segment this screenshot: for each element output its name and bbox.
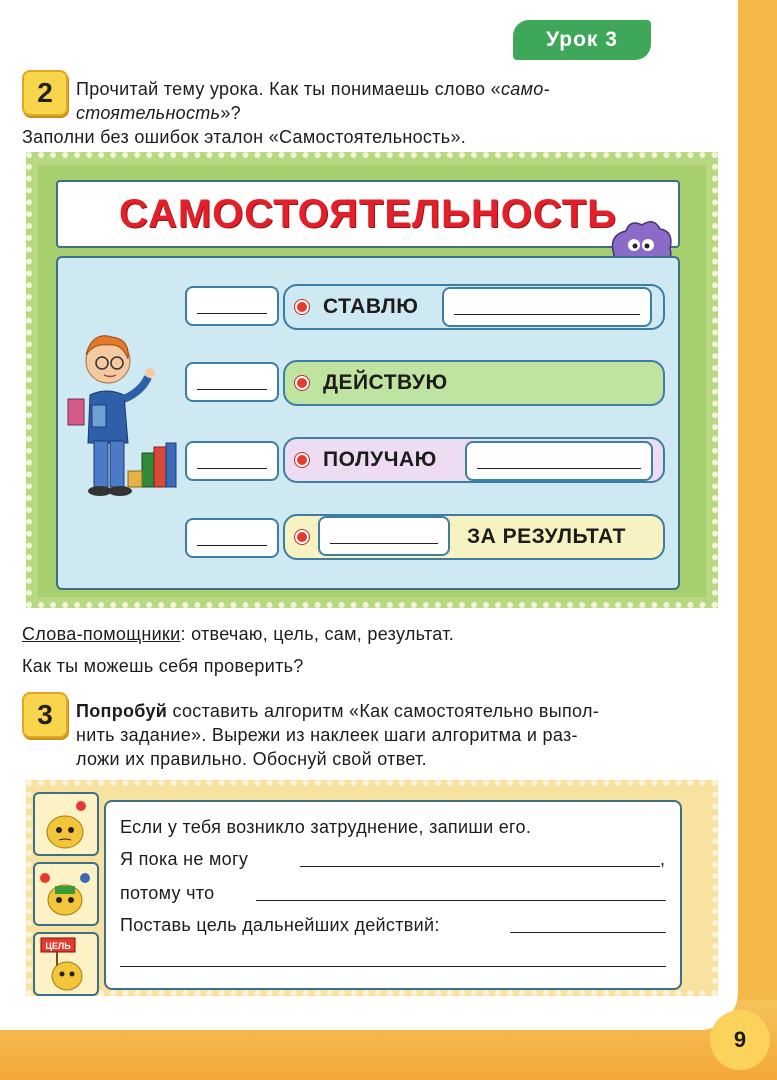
row3-label: ПОЛУЧАЮ — [323, 448, 437, 471]
task2-line2-text: »? — [220, 103, 241, 123]
standard-title-box — [56, 180, 680, 248]
task2-line2-italic: стоятельность — [76, 103, 221, 123]
boy-with-books-illustration — [62, 325, 190, 505]
row1-label: СТАВЛЮ — [323, 295, 419, 318]
task3-line2: нить задание». Вырежи из наклеек шаги алгоритма и раз- — [76, 725, 578, 745]
panel-comma: , — [660, 849, 666, 869]
task2-line1-italic: само- — [500, 79, 550, 99]
sticker-thinking-lemon — [33, 792, 99, 856]
task2-instruction-line3: Заполни без ошибок эталон «Самостоятельность». — [22, 127, 467, 147]
row1-left-blank[interactable] — [185, 286, 279, 326]
task2-line1-text: Прочитай тему урока. Как ты понимаешь слово « — [76, 79, 501, 99]
row4-middle-blank[interactable] — [318, 516, 450, 556]
answer-line-goal-continued[interactable] — [120, 966, 666, 967]
row1-right-blank[interactable] — [442, 287, 652, 327]
helper-words-line — [22, 622, 454, 646]
lemon-thinking-icon — [35, 794, 97, 854]
panel-line3-label: потому что — [120, 883, 215, 903]
goal-sign-text: ЦЕЛЬ — [45, 941, 71, 951]
answer-line-cannot[interactable] — [300, 866, 660, 867]
sticker-goal-lemon — [33, 932, 99, 996]
row3-left-blank[interactable] — [185, 441, 279, 481]
bullet-dot — [295, 376, 309, 390]
task2-instruction-line2 — [76, 101, 241, 125]
panel-line1: Если у тебя возникло затруднение, запиши его. — [120, 817, 532, 837]
helper-words-list: : отвечаю, цель, сам, результат. — [180, 624, 455, 644]
bullet-dot — [295, 530, 309, 544]
standard-title: САМОСТОЯТЕЛЬНОСТЬ — [119, 191, 617, 236]
row4-left-blank[interactable] — [185, 518, 279, 558]
row2-left-blank[interactable] — [185, 362, 279, 402]
row4-label: ЗА РЕЗУЛЬТАТ — [467, 525, 626, 548]
bullet-dot — [295, 453, 309, 467]
task3-bold-word: Попробуй — [76, 701, 168, 721]
panel-line2-label: Я пока не могу — [120, 849, 249, 869]
lemon-with-sign-icon — [35, 934, 97, 994]
lemon-puzzled-icon — [35, 864, 97, 924]
self-check-question: Как ты можешь себя проверить? — [22, 656, 304, 676]
row2-pill — [283, 360, 665, 406]
task3-line1 — [76, 699, 708, 723]
answer-line-goal[interactable] — [510, 932, 666, 933]
task3-line1-text: составить алгоритм «Как самостоятельно выпол- — [167, 701, 600, 721]
helper-words-label: Слова-помощники — [22, 624, 181, 644]
lesson-tab: Урок 3 — [513, 20, 651, 60]
row2-label: ДЕЙСТВУЮ — [323, 371, 448, 394]
row3-right-blank[interactable] — [465, 441, 653, 481]
answer-line-because[interactable] — [256, 900, 666, 901]
panel-line4-label: Поставь цель дальнейших действий: — [120, 915, 440, 935]
task2-instruction-line1 — [76, 77, 708, 101]
page-number: 9 — [710, 1010, 770, 1070]
bullet-dot — [295, 300, 309, 314]
task-number-2: 2 — [22, 70, 68, 116]
sticker-puzzled-lemon — [33, 862, 99, 926]
task-number-3: 3 — [22, 692, 68, 738]
task3-line3: ложи их правильно. Обоснуй свой ответ. — [76, 749, 427, 769]
